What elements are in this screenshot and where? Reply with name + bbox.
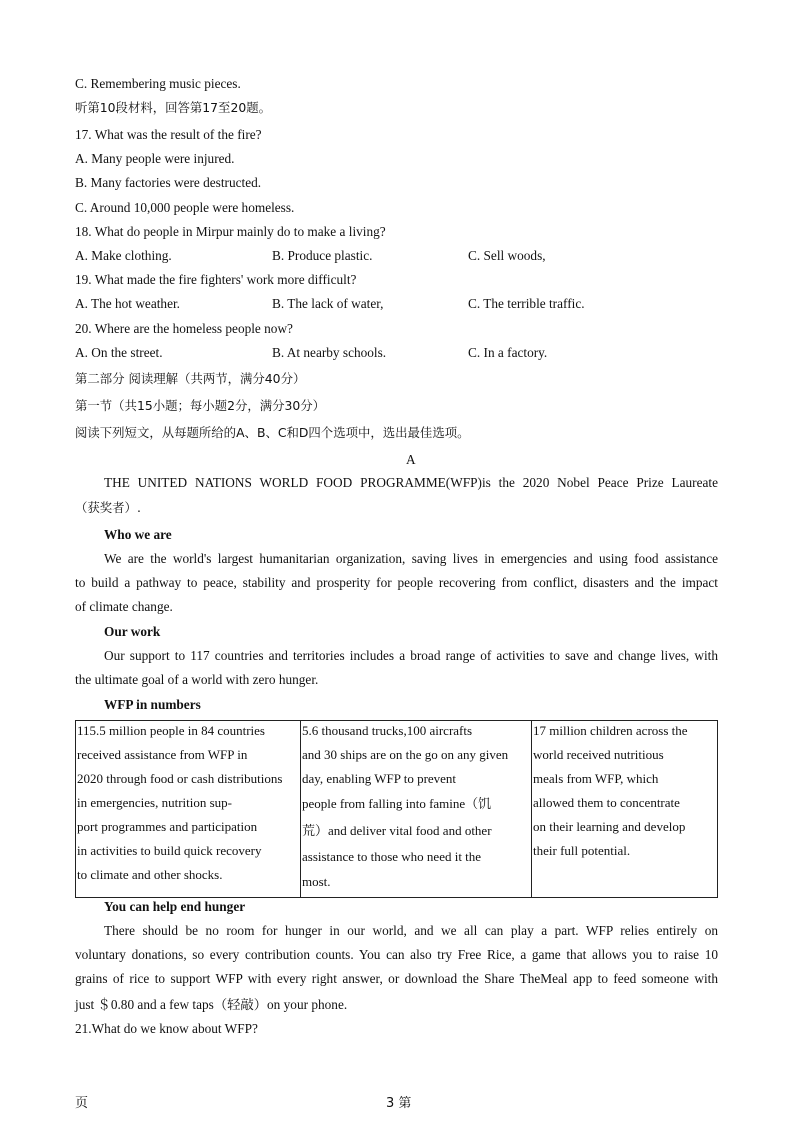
footer-left: 页 bbox=[75, 1096, 89, 1111]
q20-option-a: A. On the street. bbox=[75, 345, 163, 360]
listening-instruction: 听第10段材料，回答第17至20题。 bbox=[75, 100, 271, 115]
table-line: in emergencies, nutrition sup- bbox=[77, 795, 233, 810]
reading-instruction: 阅读下列短文，从每题所给的A、B、C和D四个选项中，选出最佳选项。 bbox=[75, 425, 470, 440]
passage-intro-line1: THE UNITED NATIONS WORLD FOOD PROGRAMME(WFP)is the 2020 Nobel Peace Prize Laureate bbox=[104, 475, 718, 490]
table-line: 5.6 thousand trucks,100 aircrafts bbox=[302, 723, 473, 738]
q21-stem: 21.What do we know about WFP? bbox=[75, 1021, 258, 1036]
q17-stem: 17. What was the result of the fire? bbox=[75, 127, 262, 142]
table-line: assistance to those who need it the bbox=[302, 849, 482, 864]
table-line: their full potential. bbox=[533, 843, 631, 858]
wfp-numbers-heading: WFP in numbers bbox=[104, 697, 201, 712]
q17-option-b: B. Many factories were destructed. bbox=[75, 175, 262, 190]
table-line: 荒）and deliver vital food and other bbox=[302, 823, 492, 838]
passage-letter: A bbox=[406, 452, 416, 467]
table-line: 17 million children across the bbox=[533, 723, 688, 738]
table-line: day, enabling WFP to prevent bbox=[302, 771, 457, 786]
who-line2: to build a pathway to peace, stability and prosperity for people recovering from conflict, disasters and the impact bbox=[75, 575, 718, 590]
q19-option-c: C. The terrible traffic. bbox=[468, 296, 585, 311]
who-we-are-heading: Who we are bbox=[104, 527, 172, 542]
help-line2: voluntary donations, so every contribution counts. You can also try Free Rice, a game that allows you to raise 10 bbox=[75, 947, 718, 962]
table-divider bbox=[531, 721, 532, 897]
passage-intro-line2: （获奖者）. bbox=[75, 500, 141, 515]
table-line: and 30 ships are on the go on any given bbox=[302, 747, 509, 762]
table-line: meals from WFP, which bbox=[533, 771, 659, 786]
our-work-heading: Our work bbox=[104, 624, 161, 639]
work-line1: Our support to 117 countries and territories includes a broad range of activities to save and change lives, with bbox=[104, 648, 718, 663]
work-line2: the ultimate goal of a world with zero hunger. bbox=[75, 672, 319, 687]
help-end-hunger-heading: You can help end hunger bbox=[104, 899, 246, 914]
table-line: people from falling into famine（饥 bbox=[302, 796, 492, 811]
part2-heading: 第二部分 阅读理解（共两节，满分40分） bbox=[75, 371, 306, 386]
table-divider bbox=[300, 721, 301, 897]
table-line: world received nutritious bbox=[533, 747, 664, 762]
section1-heading: 第一节（共15小题；每小题2分，满分30分） bbox=[75, 398, 326, 413]
q17-option-c: C. Around 10,000 people were homeless. bbox=[75, 200, 295, 215]
help-line3: grains of rice to support WFP with every right answer, or download the Share TheMeal app to feed someone with bbox=[75, 971, 718, 986]
q20-stem: 20. Where are the homeless people now? bbox=[75, 321, 293, 336]
who-line3: of climate change. bbox=[75, 599, 173, 614]
table-line: received assistance from WFP in bbox=[77, 747, 248, 762]
table-line: 115.5 million people in 84 countries bbox=[77, 723, 265, 738]
q19-option-a: A. The hot weather. bbox=[75, 296, 180, 311]
q16-option-c: C. Remembering music pieces. bbox=[75, 76, 241, 91]
q18-option-b: B. Produce plastic. bbox=[272, 248, 373, 263]
table-line: to climate and other shocks. bbox=[77, 867, 223, 882]
table-line: on their learning and develop bbox=[533, 819, 686, 834]
q18-option-c: C. Sell woods, bbox=[468, 248, 546, 263]
q19-option-b: B. The lack of water, bbox=[272, 296, 384, 311]
q18-stem: 18. What do people in Mirpur mainly do to make a living? bbox=[75, 224, 386, 239]
page-number: 3 第 bbox=[386, 1096, 412, 1111]
who-line1: We are the world's largest humanitarian organization, saving lives in emergencies and using food assistance bbox=[104, 551, 718, 566]
q19-stem: 19. What made the fire fighters' work more difficult? bbox=[75, 272, 357, 287]
table-line: allowed them to concentrate bbox=[533, 795, 680, 810]
q20-option-b: B. At nearby schools. bbox=[272, 345, 387, 360]
help-line1: There should be no room for hunger in our world, and we all can play a part. WFP relies entirely on bbox=[104, 923, 718, 938]
table-line: port programmes and participation bbox=[77, 819, 258, 834]
wfp-numbers-table bbox=[75, 720, 718, 898]
table-line: 2020 through food or cash distributions bbox=[77, 771, 283, 786]
q17-option-a: A. Many people were injured. bbox=[75, 151, 235, 166]
q20-option-c: C. In a factory. bbox=[468, 345, 548, 360]
table-line: in activities to build quick recovery bbox=[77, 843, 262, 858]
q18-option-a: A. Make clothing. bbox=[75, 248, 172, 263]
table-line: most. bbox=[302, 874, 331, 889]
help-line4: just ＄0.80 and a few taps（轻敲）on your phone. bbox=[75, 997, 348, 1012]
